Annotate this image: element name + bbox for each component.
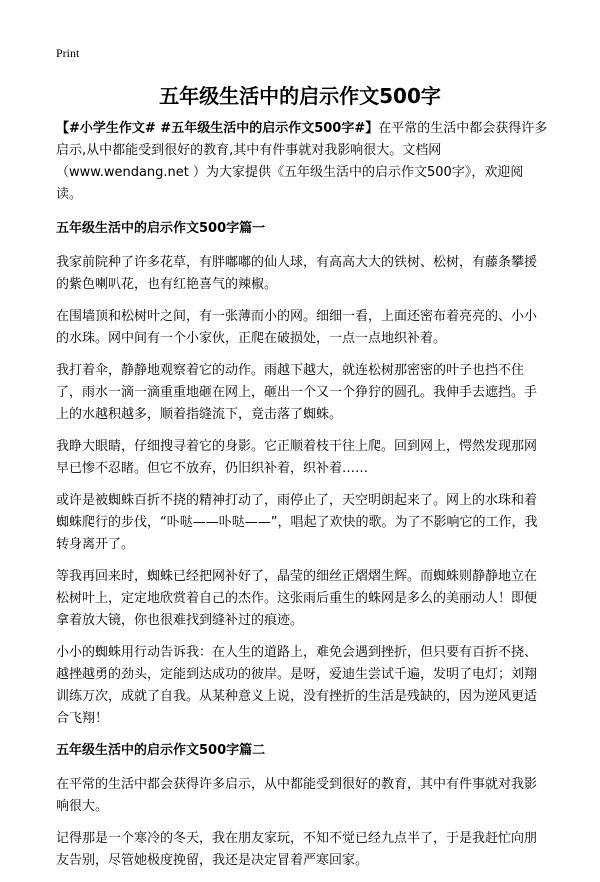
section-heading-2: 五年级生活中的启示作文500字篇二 (56, 743, 266, 758)
intro-text: 在平常的生活中都会获得许多启示,从中都能受到很好的教育,其中有件事就对我影响很大。文档网（www.wendang.net ）为大家提供《五年级生活中的启示作文500字》，欢迎阅读。 (56, 121, 548, 202)
paragraph: 或许是被蜘蛛百折不挠的精神打动了，雨停止了，天空明朗起来了。网上的水珠和着蜘蛛爬行的步伐，“卟哒——卟哒——”，唱起了欢快的歌。为了不影响它的工作，我转身离开了。 (56, 493, 538, 552)
paragraph: 记得那是一个寒冷的冬天，我在朋友家玩，不知不觉已经九点半了，于是我赶忙向朋友告别，尽管她极度挽留，我还是决定冒着严寒回家。 (56, 831, 538, 868)
paragraph: 在围墙顶和松树叶之间，有一张薄而小的网。细细一看，上面还密布着亮亮的、小小的水珠。网中间有一个小家伙，正爬在破损处，一点一点地织补着。 (56, 309, 538, 346)
intro-tags: 【#小学生作文# #五年级生活中的启示作文500字#】 (56, 121, 379, 136)
paragraph: 我睁大眼睛，仔细搜寻着它的身影。它正顺着枝干往上爬。回到网上，愕然发现那网早已惨不忍睹。但它不放弃，仍旧织补着，织补着…… (56, 439, 538, 476)
paragraph: 等我再回来时，蜘蛛已经把网补好了，晶莹的细丝正熠熠生辉。而蜘蛛则静静地立在松树叶上，定定地欣赏着自己的杰作。这张雨后重生的蛛网是多么的美丽动人！即便拿着放大镜，你也很难找到缝补过的痕迹。 (56, 569, 538, 628)
paragraph: 在平常的生活中都会获得许多启示，从中都能受到很好的教育，其中有件事就对我影响很大。 (56, 777, 538, 814)
paragraph: 我打着伞，静静地观察着它的动作。雨越下越大，就连松树那密密的叶子也挡不住了，雨水一滴一滴重重地砸在网上，砸出一个又一个狰狞的圆孔。我伸手去遮挡。手上的水越积越多，顺着指缝流下，竟击落了蜘蛛。 (56, 363, 538, 422)
section-heading-1: 五年级生活中的启示作文500字篇一 (56, 221, 266, 236)
page-title: 五年级生活中的启示作文500字 (159, 84, 441, 108)
paragraph: 小小的蜘蛛用行动告诉我：在人生的道路上，难免会遇到挫折，但只要有百折不挠、越挫越勇的劲头，定能到达成功的彼岸。是呀，爱迪生尝试千遍，发明了电灯；刘翔训练万次，成就了自我。从某种意义上说，没有挫折的生活是残缺的，因为逆风更适合飞翔！ (56, 645, 538, 726)
paragraph: 我家前院种了许多花草，有胖嘟嘟的仙人球，有高高大大的铁树、松树，有藤条攀援的紫色喇叭花，也有红艳喜气的辣椒。 (56, 255, 538, 292)
article-body (56, 118, 548, 882)
print-label[interactable]: Print (56, 46, 80, 60)
intro-paragraph (56, 118, 548, 206)
